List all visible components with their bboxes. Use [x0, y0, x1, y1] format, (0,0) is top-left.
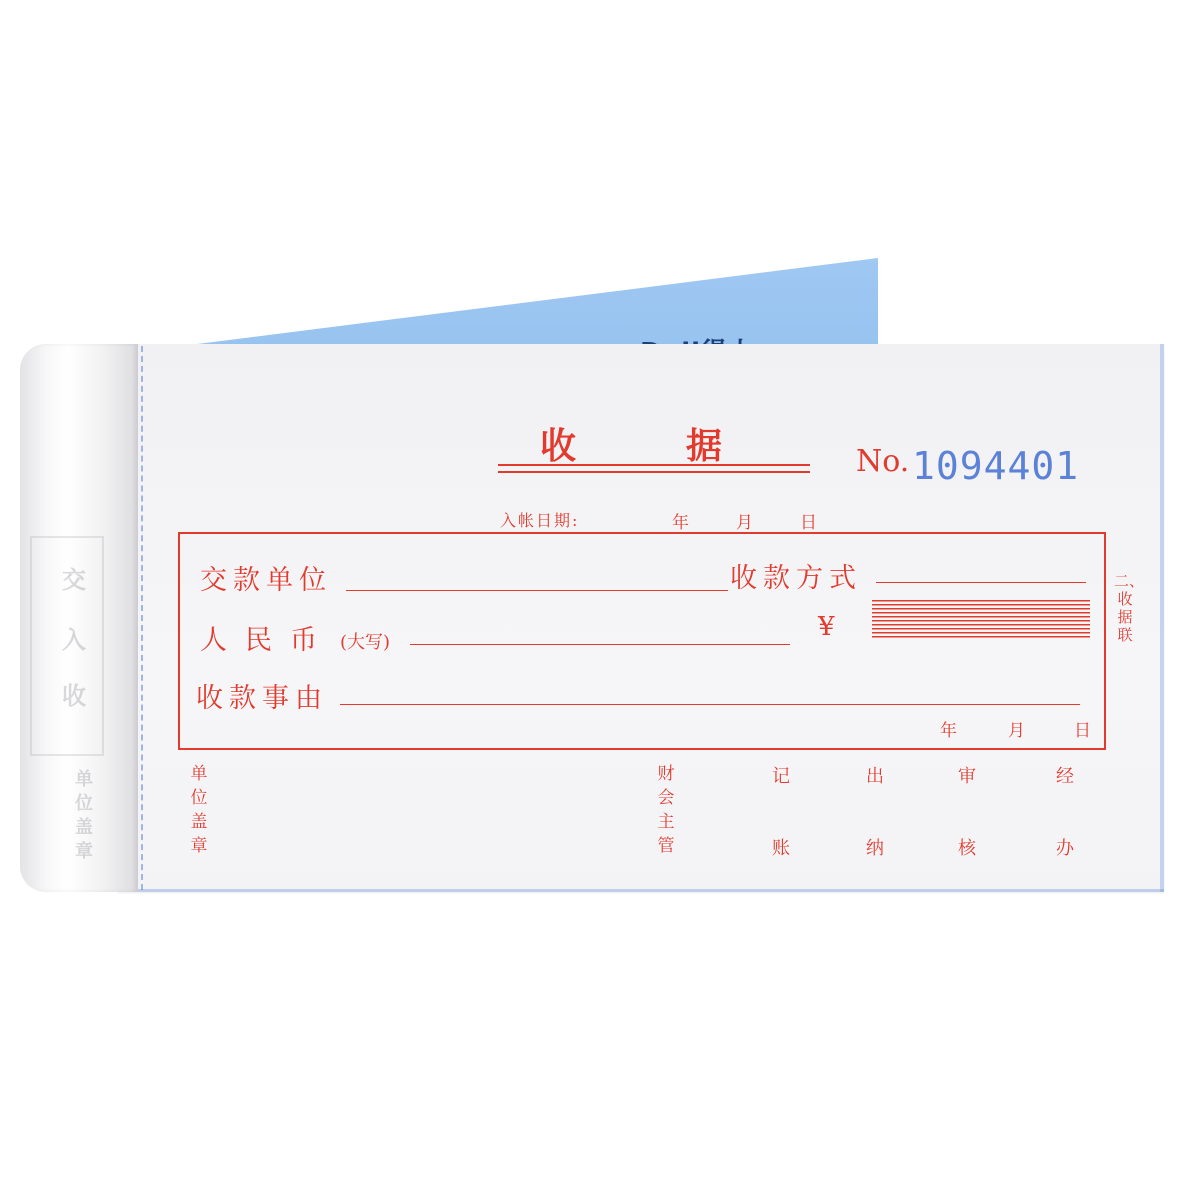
entry-month-label: 月: [736, 513, 753, 533]
stub-seal-label: 单位盖章: [75, 769, 93, 862]
method-field[interactable]: [876, 582, 1086, 583]
sheet-edge: [118, 889, 1164, 892]
method-label: 收款方式: [730, 563, 862, 594]
signature-label-top: 经: [1056, 766, 1074, 787]
signature-label-top: 出: [866, 766, 884, 787]
stub-text: 交: [62, 565, 86, 594]
number-label: No.: [856, 444, 910, 479]
payer-label: 交款单位: [200, 565, 332, 596]
reason-label: 收款事由: [196, 683, 328, 714]
stub-text: 入: [62, 625, 86, 654]
title-underline: [498, 464, 810, 466]
signature-label-bottom: 纳: [866, 838, 884, 859]
signature-label-bottom: 办: [1056, 838, 1074, 859]
daxie-label: (大写): [340, 632, 391, 653]
year-label: 年: [940, 721, 957, 741]
month-label: 月: [1008, 721, 1025, 741]
signature-label-bottom: 核: [958, 838, 976, 859]
supervisor-label: 财会主管: [657, 764, 675, 856]
signature-label-top: 审: [958, 766, 976, 787]
title-underline: [498, 471, 810, 473]
perforation-line: [141, 346, 143, 890]
amount-words-field[interactable]: [410, 644, 790, 645]
receipt-title: 收据: [540, 425, 833, 467]
yen-symbol: ¥: [818, 612, 835, 642]
stamp-label: 单位盖章: [190, 764, 208, 856]
payer-field[interactable]: [346, 590, 728, 591]
amount-figure-box[interactable]: [872, 600, 1090, 640]
entry-date-label: 入帐日期:: [500, 511, 580, 530]
entry-year-label: 年: [672, 513, 689, 533]
rmb-label: 人民币: [200, 625, 335, 656]
stub-text: 收: [62, 681, 86, 710]
sheet-edge: [1160, 344, 1164, 892]
copy-label: 二、收据联: [1114, 572, 1145, 644]
receipt-number: 1094401: [912, 444, 1080, 488]
entry-day-label: 日: [800, 513, 817, 533]
signature-label-bottom: 账: [772, 838, 790, 859]
signature-label-top: 记: [772, 766, 790, 787]
day-label: 日: [1074, 721, 1091, 741]
reason-field[interactable]: [340, 704, 1080, 705]
